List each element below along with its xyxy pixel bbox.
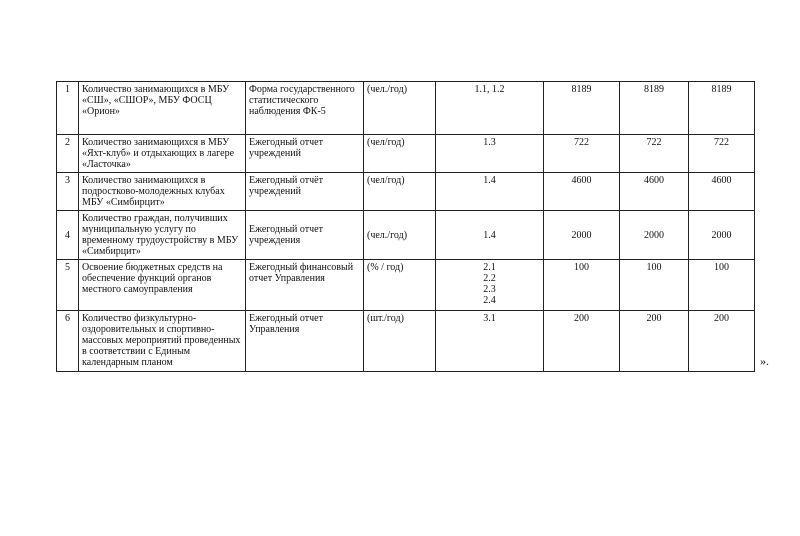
- value-year-3: 2000: [689, 211, 755, 260]
- value-year-3: 100: [689, 260, 755, 311]
- program-refs: 1.4: [436, 211, 544, 260]
- value-year-2: 200: [620, 311, 689, 372]
- data-source: Ежегодный отчет учреждений: [246, 135, 364, 173]
- row-number: 1: [57, 82, 79, 135]
- program-refs: 1.1, 1.2: [436, 82, 544, 135]
- value-year-3: 4600: [689, 173, 755, 211]
- data-source: Форма государственного статистического наблюдения ФК-5: [246, 82, 364, 135]
- unit: (чел./год): [364, 211, 436, 260]
- table-row: [57, 260, 755, 311]
- value-year-1: 2000: [544, 211, 620, 260]
- row-number: 3: [57, 173, 79, 211]
- program-refs: 3.1: [436, 311, 544, 372]
- value-year-2: 4600: [620, 173, 689, 211]
- data-source: Ежегодный финансовый отчет Управления: [246, 260, 364, 311]
- unit: (чел./год): [364, 82, 436, 135]
- value-year-1: 722: [544, 135, 620, 173]
- indicator-name: Количество физкультурно-оздоровительных и спортивно-массовых мероприятий проведенных в соответствии с Единым календарным планом: [79, 311, 246, 372]
- value-year-3: 722: [689, 135, 755, 173]
- row-number: 2: [57, 135, 79, 173]
- data-source: Ежегодный отчёт учреждений: [246, 173, 364, 211]
- indicator-name: Освоение бюджетных средств на обеспечение функций органов местного самоуправления: [79, 260, 246, 311]
- table-row: [57, 173, 755, 211]
- table-row: [57, 311, 755, 372]
- program-refs: 1.4: [436, 173, 544, 211]
- row-number: 5: [57, 260, 79, 311]
- indicator-name: Количество занимающихся в МБУ «СШ», «СШОР», МБУ ФОСЦ «Орион»: [79, 82, 246, 135]
- indicator-name: Количество граждан, получивших муниципальную услугу по временному трудоустройству в МБУ «Симбирцит»: [79, 211, 246, 260]
- unit: (% / год): [364, 260, 436, 311]
- data-source: Ежегодный отчет Управления: [246, 311, 364, 372]
- value-year-2: 2000: [620, 211, 689, 260]
- value-year-1: 8189: [544, 82, 620, 135]
- row-number: 4: [57, 211, 79, 260]
- value-year-1: 100: [544, 260, 620, 311]
- value-year-1: 200: [544, 311, 620, 372]
- indicators-table: [56, 81, 755, 372]
- program-refs: 2.1 2.2 2.3 2.4: [436, 260, 544, 311]
- table-row: [57, 135, 755, 173]
- value-year-1: 4600: [544, 173, 620, 211]
- table-row: [57, 211, 755, 260]
- unit: (чел/год): [364, 135, 436, 173]
- table-row: [57, 82, 755, 135]
- value-year-2: 100: [620, 260, 689, 311]
- program-refs: 1.3: [436, 135, 544, 173]
- unit: (шт./год): [364, 311, 436, 372]
- value-year-2: 722: [620, 135, 689, 173]
- indicator-name: Количество занимающихся в МБУ «Яхт-клуб» и отдыхающих в лагере «Ласточка»: [79, 135, 246, 173]
- value-year-3: 8189: [689, 82, 755, 135]
- row-number: 6: [57, 311, 79, 372]
- value-year-3: 200: [689, 311, 755, 372]
- unit: (чел/год): [364, 173, 436, 211]
- value-year-2: 8189: [620, 82, 689, 135]
- data-source: Ежегодный отчет учреждения: [246, 211, 364, 260]
- closing-quote-mark: ».: [760, 354, 769, 368]
- indicator-name: Количество занимающихся в подростково-молодежных клубах МБУ «Симбирцит»: [79, 173, 246, 211]
